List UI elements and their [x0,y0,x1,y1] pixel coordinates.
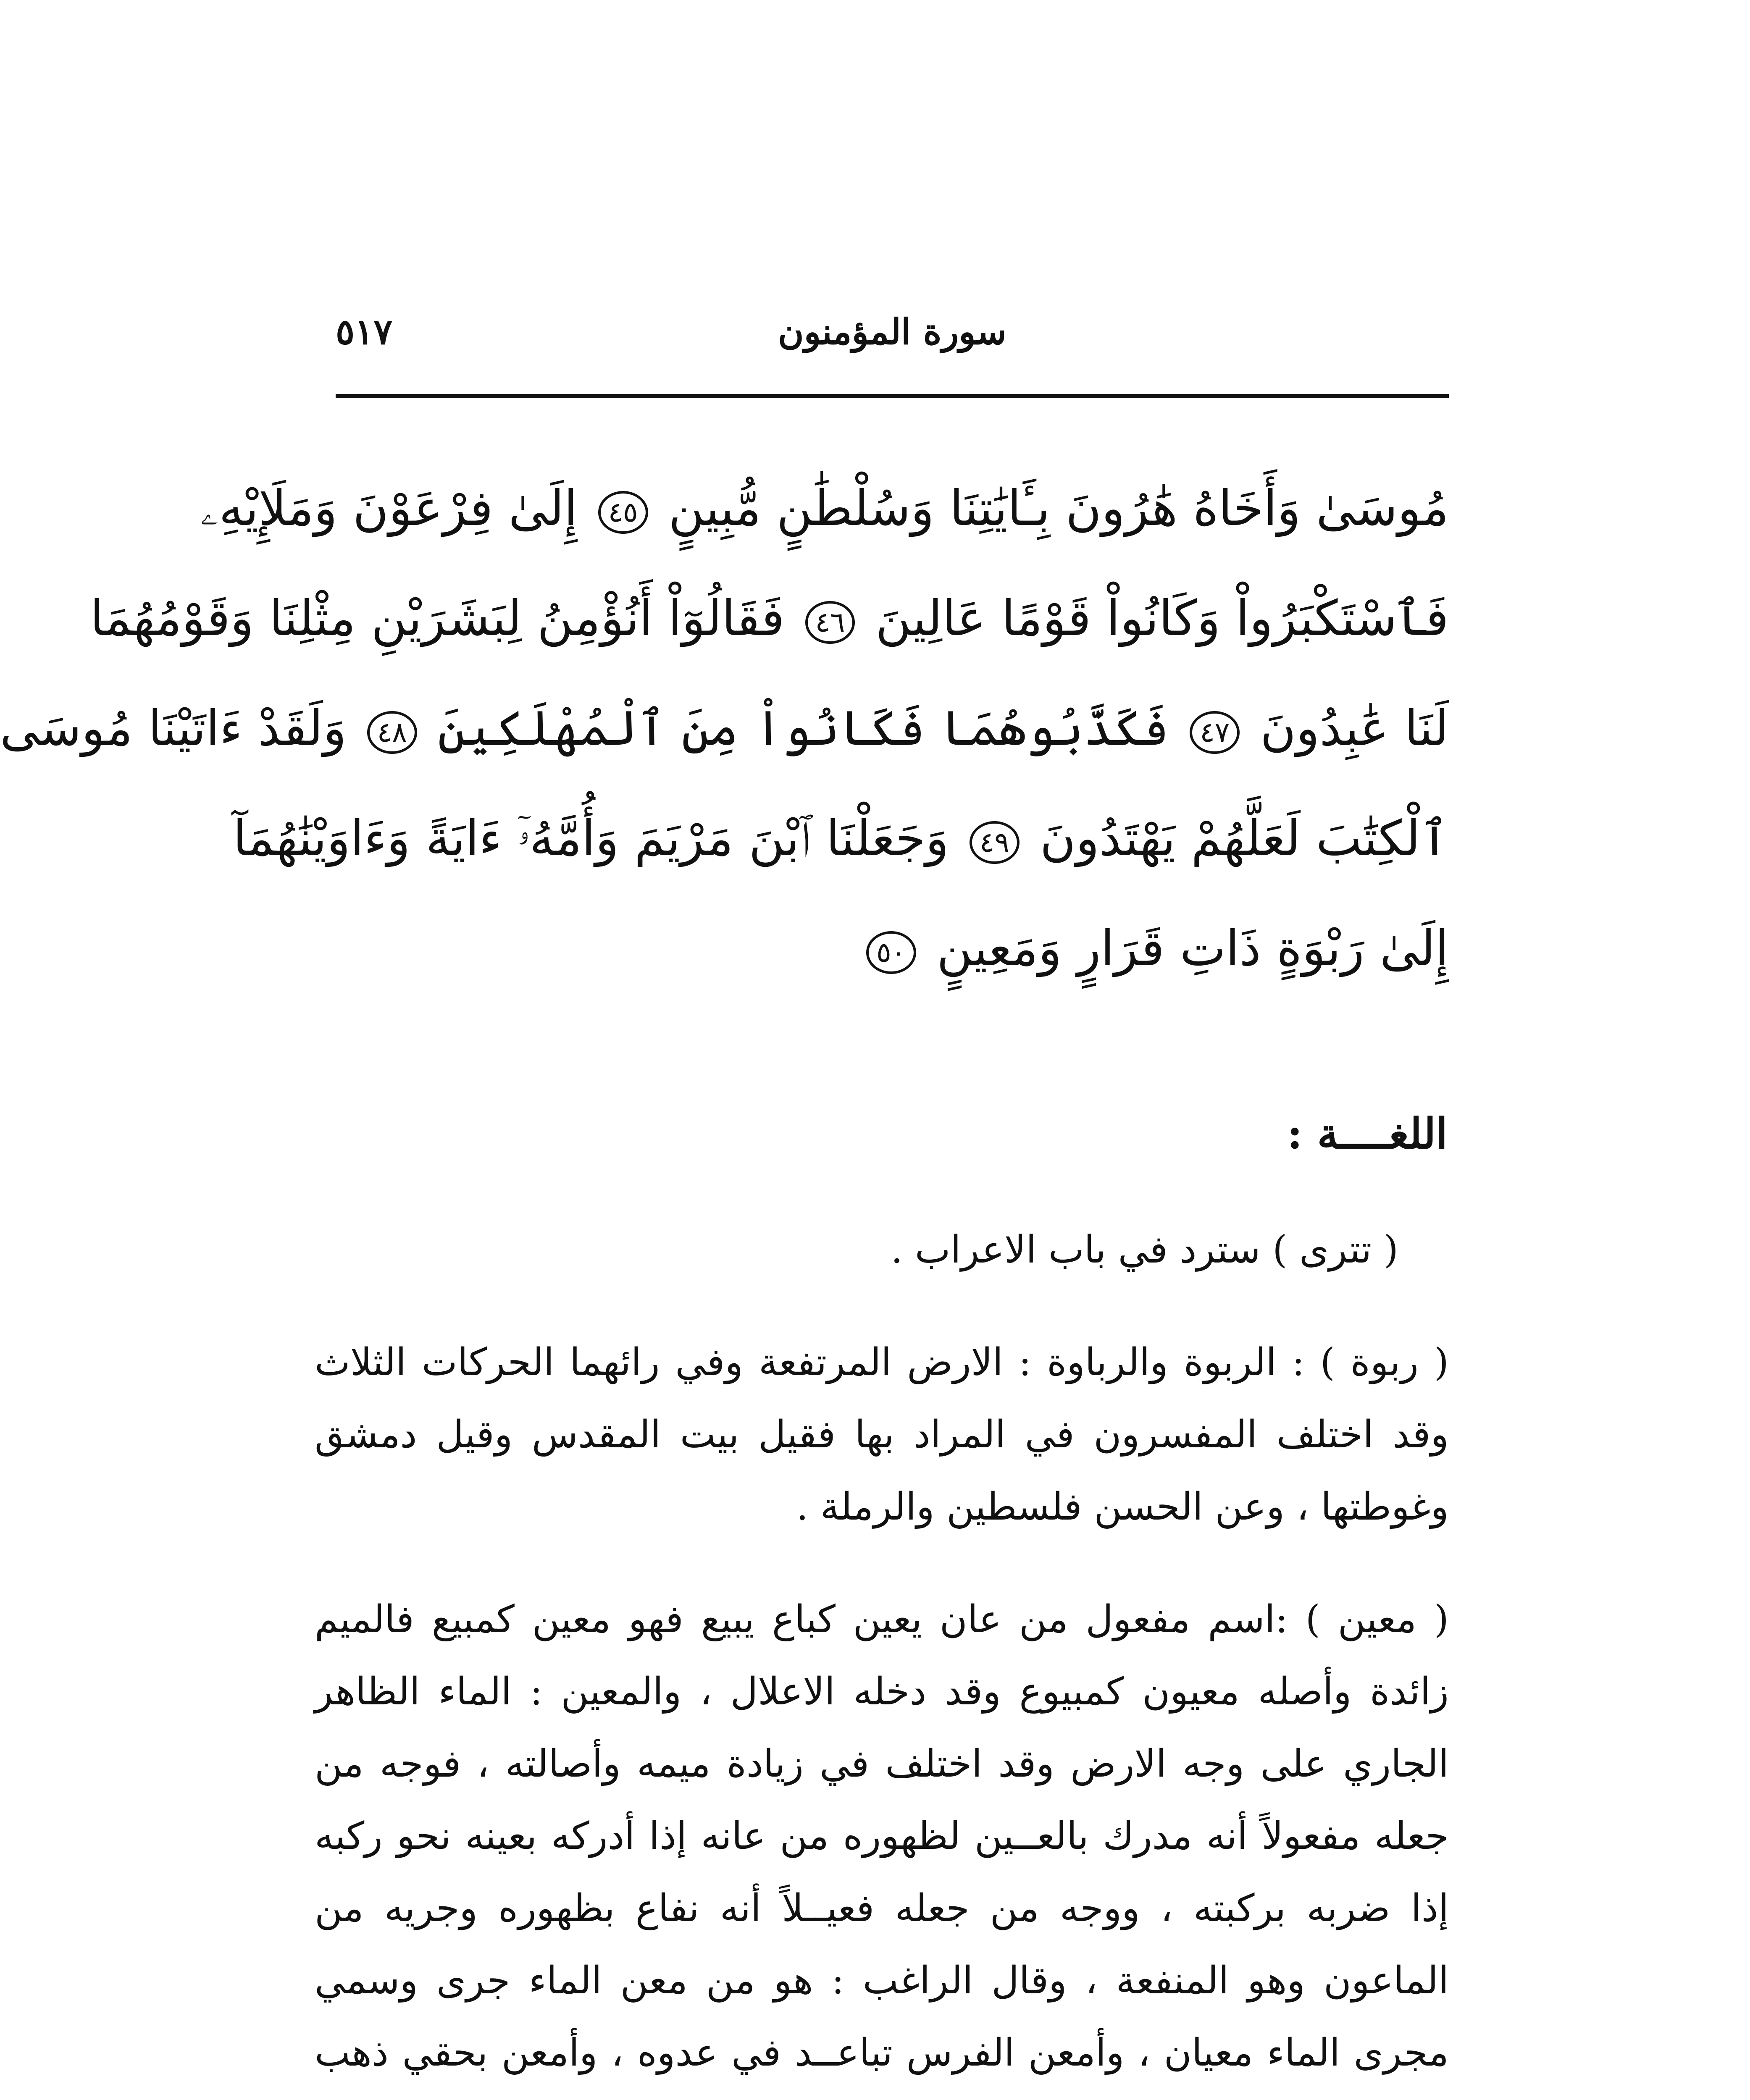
verse-text: وَلَقَدْ ءَاتَيْنَا مُوسَى [0,700,347,757]
ayah-marker: ٤٨ [367,711,417,754]
note-paragraph: ( معين ) :اسم مفعول من عان يعين كباع يبيع فهو معين كمبيع فالميم زائدة وأصله معيون كمبيوع وقد دخله الاعلال ، والمعين : الماء الظاهر الجاري على وجه الارض وقد اختلف في زيادة ميمه وأصالته ، فوجه من جعله مفعولاً أنه مدرك بالعــين لظهوره من عانه إذا أدركه بعينه نحو ركبه إذا ضربه بركبته ، ووجه من جعله فعيــلاً أنه نفاع بظهوره وجريه من الماعون وهو المنفعة ، وقال الراغب : هو من معن الماء جرى وسمي مجرى الماء معيان ، وأمعن الفرس تباعــد في عدوه ، وأمعن بحقي ذهب [315,1597,1449,2075]
note-paragraph: ( ربوة ) : الربوة والرباوة : الارض المرتفعة وفي رائهما الحركات الثلاث وقد اختلف المفسرون في المراد بها فقيل بيت المقدس وقيل دمشق وغوطتها ، وعن الحسن فلسطين والرملة . [315,1340,1449,1529]
section-heading: اللغــــة : [1287,1109,1448,1158]
page-header [336,307,1449,370]
verse-line-1 [200,454,1449,564]
verse-text: لَنَا عَٰبِدُونَ [1260,700,1449,757]
verse-text: إِلَىٰ رَبْوَةٍ ذَاتِ قَرَارٍ وَمَعِينٍ [937,920,1449,977]
verse-line-3 [0,674,1449,784]
verse-text: مُوسَىٰ وَأَخَاهُ هَٰرُونَ بِـَٔايَٰتِنَا وَسُلْطَٰنٍ مُّبِينٍ [668,480,1449,537]
verse-text: فَقَالُوٓاْ أَنُؤْمِنُ لِبَشَرَيْنِ مِثْلِنَا وَقَوْمُهُمَا [90,590,785,647]
page-number: ٥١٧ [336,311,393,352]
verse-line-5 [315,894,1449,1004]
quran-verses [0,454,1449,1004]
verse-line-2 [90,564,1449,674]
header-rule [336,394,1449,398]
ayah-marker: ٤٥ [598,491,648,534]
verse-line-4 [233,784,1449,894]
ayah-marker: ٤٩ [970,821,1020,864]
ayah-marker: ٤٧ [1190,711,1240,754]
ayah-marker: ٤٦ [805,601,855,644]
verse-text: فَكَذَّبُوهُمَا فَكَانُواْ مِنَ ٱلْمُهْلَكِينَ [437,700,1169,757]
surah-title: سورة المؤمنون [778,311,1006,352]
verse-text: ٱلْكِتَٰبَ لَعَلَّهُمْ يَهْتَدُونَ [1040,810,1449,867]
verse-text: إِلَىٰ فِرْعَوْنَ وَمَلَإِيْهِۦ [200,480,578,537]
verse-text: وَجَعَلْنَا ٱبْنَ مَرْيَمَ وَأُمَّهُۥٓ ءَايَةً وَءَاوَيْنَٰهُمَآ [233,810,949,867]
verse-text: فَٱسْتَكْبَرُواْ وَكَانُواْ قَوْمًا عَالِينَ [875,590,1449,647]
ayah-marker: ٥٠ [866,931,916,974]
note-paragraph: ( تترى ) سترد في باب الاعراب . [891,1228,1398,1272]
vocabulary-notes [315,1214,1449,2100]
